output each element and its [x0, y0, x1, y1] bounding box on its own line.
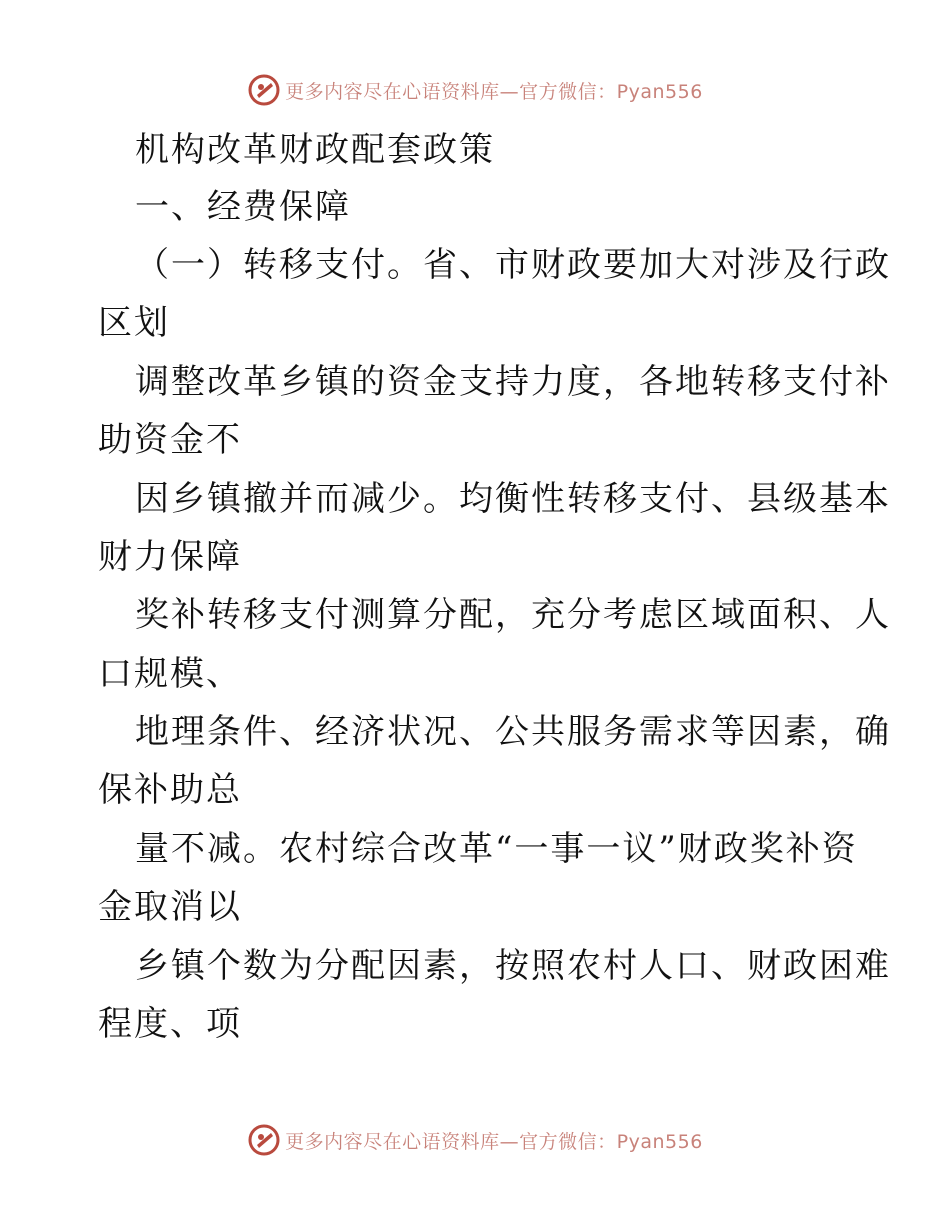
watermark-text: 更多内容尽在心语资料库—官方微信：Pyan556 [285, 1130, 703, 1153]
paragraph-line: 奖补转移支付测算分配，充分考虑区域面积、人 [135, 595, 891, 635]
footer-watermark [0, 1120, 950, 1160]
section-heading: 一、经费保障 [135, 187, 351, 227]
paragraph-line: 保补助总 [98, 770, 242, 810]
paragraph-line: 乡镇个数为分配因素，按照农村人口、财政困难 [135, 946, 891, 986]
paragraph-line: 口规模、 [98, 654, 242, 694]
brand-logo-icon [247, 1123, 281, 1157]
paragraph-line: 调整改革乡镇的资金支持力度，各地转移支付补 [135, 362, 891, 402]
paragraph-line: 财力保障 [98, 537, 242, 577]
header-watermark [0, 70, 950, 110]
document-title: 机构改革财政配套政策 [135, 130, 495, 170]
brand-logo-icon [247, 73, 281, 107]
paragraph-line: 地理条件、经济状况、公共服务需求等因素，确 [135, 712, 891, 752]
paragraph-line: 因乡镇撤并而减少。均衡性转移支付、县级基本 [135, 479, 891, 519]
paragraph-line: 程度、项 [98, 1004, 242, 1044]
paragraph-line: 量不减。农村综合改革“一事一议”财政奖补资 [135, 829, 858, 869]
paragraph-line: 区划 [98, 303, 170, 343]
paragraph-line: （一）转移支付。省、市财政要加大对涉及行政 [135, 245, 891, 285]
paragraph-line: 助资金不 [98, 420, 242, 460]
watermark-text: 更多内容尽在心语资料库—官方微信：Pyan556 [285, 80, 703, 103]
paragraph-line: 金取消以 [98, 887, 242, 927]
